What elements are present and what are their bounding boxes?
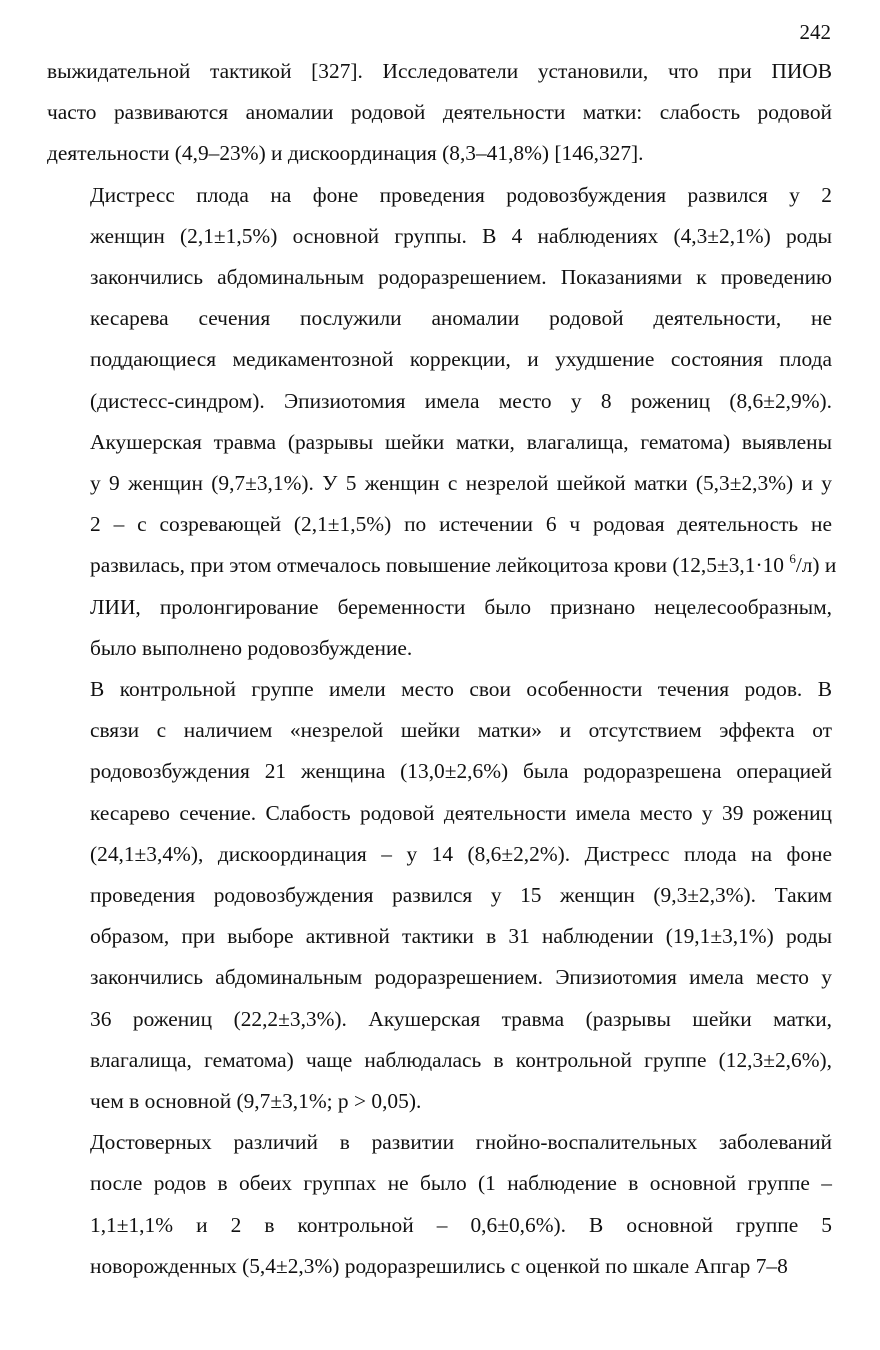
text-line: (24,1±3,4%), дискоординация – у 14 (8,6±2,2%). Дистресс плода на фоне [90,841,832,866]
text-line: кесарева сечения послужили аномалии родовой деятельности, не [90,306,832,331]
text-line: 2 – с созревающей (2,1±1,5%) по истечении 6 ч родовая деятельность не [90,512,832,537]
text-line: закончились абдоминальным родоразрешением. Эпизиотомия имела место у [90,965,832,990]
text-line: (дистесс-синдром). Эпизиотомия имела место у 8 рожениц (8,6±2,9%). [90,388,832,413]
text-line-part: развилась, при этом отмечалось повышение лейкоцитоза крови (12,5±3,1·10 [90,553,790,578]
text-line: деятельности (4,9–23%) и дискоординация (8,3–41,8%) [146,327]. [47,141,644,166]
paragraph [47,1122,832,1287]
text-line: 1,1±1,1% и 2 в контрольной – 0,6±0,6%). В основной группе 5 [90,1212,832,1237]
text-line: поддающиеся медикаментозной коррекции, и ухудшение состояния плода [90,347,832,372]
text-line: В контрольной группе имели место свои особенности течения родов. В [90,677,832,702]
text-line: образом, при выборе активной тактики в 31 наблюдении (19,1±3,1%) роды [90,924,832,949]
page-number: 242 [799,20,831,44]
text-line: выжидательной тактикой [327]. Исследователи установили, что при ПИОВ [47,59,832,83]
text-line: часто развиваются аномалии родовой деятельности матки: слабость родовой [47,100,832,125]
text-line: кесарево сечение. Слабость родовой деятельности имела место у 39 рожениц [90,800,832,825]
text-line: связи с наличием «незрелой шейки матки» и отсутствием эффекта от [90,718,832,743]
text-line: было выполнено родовозбуждение. [90,635,413,660]
text-line: проведения родовозбуждения развился у 15 женщин (9,3±2,3%). Таким [90,883,832,908]
text-line: родовозбуждения 21 женщина (13,0±2,6%) была родоразрешена операцией [90,759,832,784]
text-line [47,545,837,586]
paragraph [47,175,837,669]
text-line: Дистресс плода на фоне проведения родовозбуждения развился у 2 [90,182,832,207]
text-line: после родов в обеих группах не было (1 наблюдение в основной группе – [90,1171,832,1196]
text-line: влагалища, гематома) чаще наблюдалась в контрольной группе (12,3±2,6%), [90,1047,832,1072]
text-line: закончились абдоминальным родоразрешением. Показаниями к проведению [90,265,832,290]
text-line: Акушерская травма (разрывы шейки матки, влагалища, гематома) выявлены [90,429,832,454]
text-line: женщин (2,1±1,5%) основной группы. В 4 наблюдениях (4,3±2,1%) роды [90,223,832,248]
text-line: 36 рожениц (22,2±3,3%). Акушерская травма (разрывы шейки матки, [90,1006,832,1031]
text-line: ЛИИ, пролонгирование беременности было признано нецелесообразным, [90,594,832,619]
paragraph [47,669,832,1122]
paragraph [47,51,832,175]
text-line: чем в основной (9,7±3,1%; p > 0,05). [90,1089,422,1114]
superscript-exponent: 6 [789,551,796,567]
text-line-part: /л) и [795,553,837,578]
text-line: новорожденных (5,4±2,3%) родоразрешились с оценкой по шкале Апгар 7–8 [90,1253,788,1278]
body-text [47,51,837,1287]
text-line: Достоверных различий в развитии гнойно-воспалительных заболеваний [90,1130,832,1155]
text-line: у 9 женщин (9,7±3,1%). У 5 женщин с незрелой шейкой матки (5,3±2,3%) и у [90,471,832,496]
